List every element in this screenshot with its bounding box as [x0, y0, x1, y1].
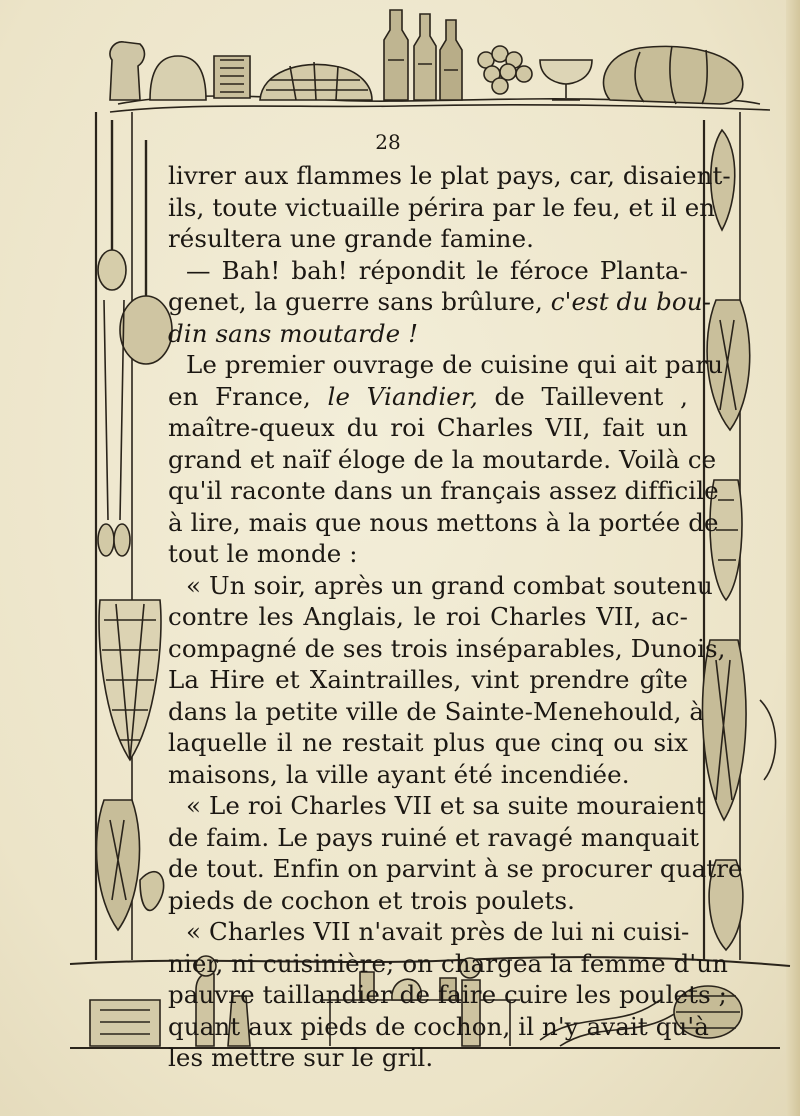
text-line-roman: Le premier ouvrage de cuisine qui ait paru: [186, 350, 724, 379]
text-line: [168, 349, 724, 381]
text-line-roman: résultera une grande famine.: [168, 224, 535, 253]
text-line-roman: genet, la guerre sans brûlure,: [168, 287, 551, 316]
text-line-roman: maisons, la ville ayant été incendiée.: [168, 759, 630, 789]
text-line: [168, 223, 688, 255]
text-line: [168, 192, 716, 224]
text-line: [168, 696, 705, 728]
text-line: [168, 444, 717, 476]
text-line-roman: de faim. Le pays ruiné et ravagé manquait: [168, 822, 700, 852]
text-line-roman-after: de Taillevent ,: [477, 381, 688, 411]
page-number: 28: [375, 130, 401, 154]
text-line-roman: contre les Anglais, le roi Charles VII, ac-: [168, 602, 688, 631]
text-line-roman: à lire, mais que nous mettons à la portée de: [168, 507, 719, 537]
text-line: [168, 790, 706, 822]
text-line-roman: « Le roi Charles VII et sa suite mouraient: [186, 791, 706, 820]
text-line-italic: c'est du bou-: [550, 287, 711, 316]
text-line-roman: pieds de cochon et trois poulets.: [168, 885, 576, 915]
text-line: [168, 255, 688, 287]
text-line-roman: pauvre taillandier de faire cuire les poulets ;: [168, 980, 727, 1009]
text-line-roman: les mettre sur le gril.: [168, 1043, 434, 1072]
text-line: [168, 822, 700, 854]
text-line: [168, 979, 727, 1011]
text-line: [168, 853, 743, 885]
text-line-roman: livrer aux flammes le plat pays, car, disaient-: [168, 161, 731, 190]
text-line: [168, 664, 688, 696]
text-line: [168, 286, 711, 318]
text-line: [168, 759, 688, 791]
text-line-roman: maître-queux du roi Charles VII, fait un: [168, 413, 688, 442]
text-line: [168, 318, 688, 350]
text-line-roman: quant aux pieds de cochon, il n'y avait qu'à: [168, 1011, 709, 1041]
text-line: [168, 916, 688, 948]
text-line: [168, 412, 688, 444]
text-line-roman: tout le monde :: [168, 539, 358, 568]
left-hanging-utensils-illustration: [96, 112, 172, 960]
text-line-roman: compagné de ses trois inséparables, Dunois,: [168, 633, 726, 663]
text-line-roman: en France,: [168, 381, 328, 411]
text-line: [168, 601, 688, 633]
text-line-roman: de tout. Enfin on parvint à se procurer quatre: [168, 854, 743, 883]
text-line-roman: dans la petite ville de Sainte-Menehould, à: [168, 696, 705, 726]
text-line: [168, 538, 688, 570]
text-line: [168, 948, 728, 980]
text-line-italic: le Viandier,: [327, 381, 478, 411]
text-line: [168, 507, 719, 539]
text-line: [168, 381, 688, 413]
text-line: [168, 475, 719, 507]
text-line-roman: « Charles VII n'avait près de lui ni cuisi-: [186, 917, 690, 946]
text-line: [168, 727, 688, 759]
text-line-italic: din sans moutarde !: [168, 318, 419, 348]
text-line-roman: laquelle il ne restait plus que cinq ou six: [168, 728, 688, 757]
text-line-roman: ils, toute victuaille périra par le feu, et il en: [168, 192, 716, 222]
text-line-roman: qu'il raconte dans un français assez difficile: [168, 476, 719, 505]
text-line-roman: nier, ni cuisinière; on chargea la femme d'un: [168, 948, 728, 978]
body-text: [168, 160, 743, 1074]
text-line-roman: « Un soir, après un grand combat soutenu: [186, 570, 713, 600]
text-line: [168, 570, 713, 602]
text-line: [168, 885, 688, 917]
text-line: [168, 1011, 709, 1043]
top-still-life-illustration: [110, 10, 770, 112]
text-line-roman: grand et naïf éloge de la moutarde. Voilà ce: [168, 444, 717, 474]
text-line: [168, 1042, 688, 1074]
text-line-roman: — Bah! bah! répondit le féroce Planta-: [186, 255, 688, 285]
text-line-roman: La Hire et Xaintrailles, vint prendre gîte: [168, 665, 688, 694]
text-line: [168, 633, 726, 665]
text-line: [168, 160, 731, 192]
